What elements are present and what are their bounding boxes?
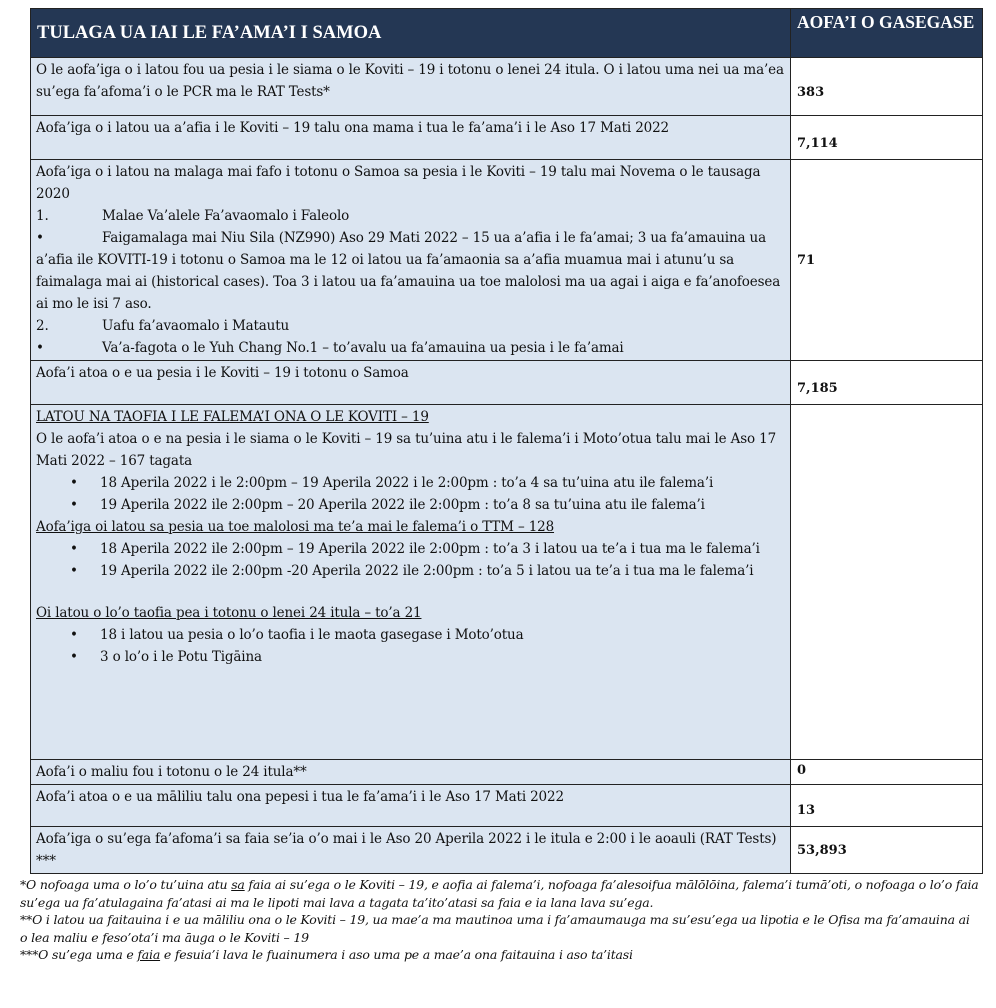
seaport-label: Uafu fa’avaomalo i Matautu	[102, 318, 290, 334]
table-row	[31, 58, 983, 116]
border-cases-intro: Aofa’iga o i latou na malaga mai fafo i totonu o Samoa sa pesia i le Koviti – 19 talu mai Novema o le tausaga 2020	[36, 164, 761, 202]
border-cases-cell	[31, 160, 791, 361]
tests-value: 53,893	[791, 827, 983, 874]
new-cases-value: 383	[791, 58, 983, 116]
discharged-subheading: Aofa’iga oi latou sa pesia ua toe malolosi ma te’a mai le falema’i o TTM – 128	[36, 519, 555, 535]
list-item: • 18 Aperila 2022 i le 2:00pm – 19 Aperila 2022 i le 2:00pm : to’a 4 sa tu’uina atu ile falema’i	[36, 472, 785, 494]
table-row	[31, 160, 983, 361]
new-cases-label: O le aofa’iga o i latou fou ua pesia i le siama o le Koviti – 19 i totonu o lenei 24 itula. O i latou uma nei ua ma’ea su’ega fa’afoma’i o le PCR ma le RAT Tests*	[31, 58, 791, 116]
vessel-details: Va’a-fagota o le Yuh Chang No.1 – to’avalu ua fa’amauina ua pesia i le fa’amai	[102, 340, 624, 356]
bullet-icon: •	[70, 627, 78, 643]
in-hospital-subheading: Oi latou o lo’o taofia pea i totonu o lenei 24 itula – to’a 21	[36, 605, 422, 621]
list-number: 1.	[36, 208, 49, 224]
list-item: • 18 i latou ua pesia o lo’o taofia i le maota gasegase i Moto’otua	[36, 624, 785, 646]
footnote-1: *O nofoaga uma o lo’o tu’uina atu sa faia ai su’ega o le Koviti – 19, e aofia ai falema’i, nofoaga fa’alesoifua mālōlōina, falema’i tumā’oti, o nofoaga o lo’o faia su’ega ua fa’atulagaina fa’atasi ai ma le lipoti mai lava a tagata ta’ito’atasi sa faia e ia lana lava su’ega.	[20, 877, 979, 910]
count-column-header: AOFA’I O GASEGASE	[791, 9, 983, 58]
list-item: • 18 Aperila 2022 ile 2:00pm – 19 Aperila 2022 ile 2:00pm : to’a 3 i latou ua te’a i tua ma le falema’i	[36, 538, 785, 560]
admissions-list	[36, 472, 785, 516]
bullet-icon: •	[36, 230, 44, 246]
list-item: • 3 o lo’o i le Potu Tigāina	[36, 646, 785, 668]
bullet-icon: •	[70, 649, 78, 665]
new-deaths-label: Aofa’i o maliu fou i totonu o le 24 itula**	[31, 760, 791, 785]
total-deaths-value: 13	[791, 785, 983, 827]
flight-details: Faigamalaga mai Niu Sila (NZ990) Aso 29 Mati 2022 – 15 ua a’afia i le fa’amai; 3 ua fa’amauina ua a’afia ile KOVITI-19 i totonu o Samoa ma le 12 oi latou ua fa’amaonia sa a’afia muamua mai i atunu’u sa faimalaga mai ai (historical cases). Toa 3 i latou ua fa’amauina ua toe malolosi ma ua agai i aiga e fa’anofoesea ai mo le isi 7 aso.	[36, 230, 781, 312]
table-row	[31, 405, 983, 760]
table-row	[31, 785, 983, 827]
footnote-3: ***O su’ega uma e faia e fesuia’i lava le fuainumera i aso uma pe a mae’a ona faitauina i aso ta’itasi	[20, 947, 633, 962]
list-item	[36, 227, 785, 315]
recovered-value: 7,114	[791, 116, 983, 160]
tests-label: Aofa’iga o su’ega fa’afoma’i sa faia se’ia o’o mai i le Aso 20 Aperila 2022 i le itula e 2:00 i le aoauli (RAT Tests) ***	[31, 827, 791, 874]
recovered-label: Aofa’iga o i latou ua a’afia i le Koviti – 19 talu ona mama i tua le fa’ama’i i le Aso 17 Mati 2022	[31, 116, 791, 160]
new-deaths-value: 0	[791, 760, 983, 785]
discharged-list	[36, 538, 785, 582]
airport-label: Malae Va’alele Fa’avaomalo i Faleolo	[102, 208, 350, 224]
table-header-row	[31, 9, 983, 58]
list-number: 2.	[36, 318, 49, 334]
in-hospital-list	[36, 624, 785, 668]
bullet-icon: •	[70, 475, 78, 491]
total-cases-value: 7,185	[791, 361, 983, 405]
total-deaths-label: Aofa’i atoa o e ua māliliu talu ona pepesi i tua le fa’ama’i i le Aso 17 Mati 2022	[31, 785, 791, 827]
footnotes	[20, 876, 980, 964]
table-row	[31, 116, 983, 160]
covid-status-report	[20, 8, 982, 964]
footnote-2: **O i latou ua faitauina i e ua māliliu ona o le Koviti – 19, ua mae’a ma mautinoa uma i fa’amaumauga ma su’esu’ega ua lipotia e le Ofisa ma fa’amauina ai o lea maliu e feso’ota’i ma āuga o le Koviti – 19	[20, 912, 970, 945]
bullet-icon: •	[70, 563, 78, 579]
hospital-admissions-text: O le aofa’i atoa o e na pesia i le siama o le Koviti – 19 sa tu’uina atu i le falema’i i Moto’otua talu mai le Aso 17 Mati 2022 – 167 tagata	[36, 431, 777, 469]
table-title: TULAGA UA IAI LE FA’AMA’I I SAMOA	[31, 9, 791, 58]
status-table	[30, 8, 983, 874]
border-cases-value: 71	[791, 160, 983, 361]
bullet-icon: •	[70, 497, 78, 513]
list-item	[36, 315, 785, 337]
list-item: • 19 Aperila 2022 ile 2:00pm – 20 Aperila 2022 ile 2:00pm : to’a 8 sa tu’uina atu ile falema’i	[36, 494, 785, 516]
table-row	[31, 760, 983, 785]
hospital-heading: LATOU NA TAOFIA I LE FALEMA’I ONA O LE KOVITI – 19	[36, 409, 429, 425]
hospital-cell	[31, 405, 791, 760]
list-item	[36, 205, 785, 227]
table-row	[31, 361, 983, 405]
hospital-value	[791, 405, 983, 760]
list-item	[36, 337, 785, 359]
table-row	[31, 827, 983, 874]
bullet-icon: •	[36, 340, 44, 356]
list-item: • 19 Aperila 2022 ile 2:00pm -20 Aperila 2022 ile 2:00pm : to’a 5 i latou ua te’a i tua ma le falema’i	[36, 560, 785, 582]
bullet-icon: •	[70, 541, 78, 557]
total-cases-label: Aofa’i atoa o e ua pesia i le Koviti – 19 i totonu o Samoa	[31, 361, 791, 405]
